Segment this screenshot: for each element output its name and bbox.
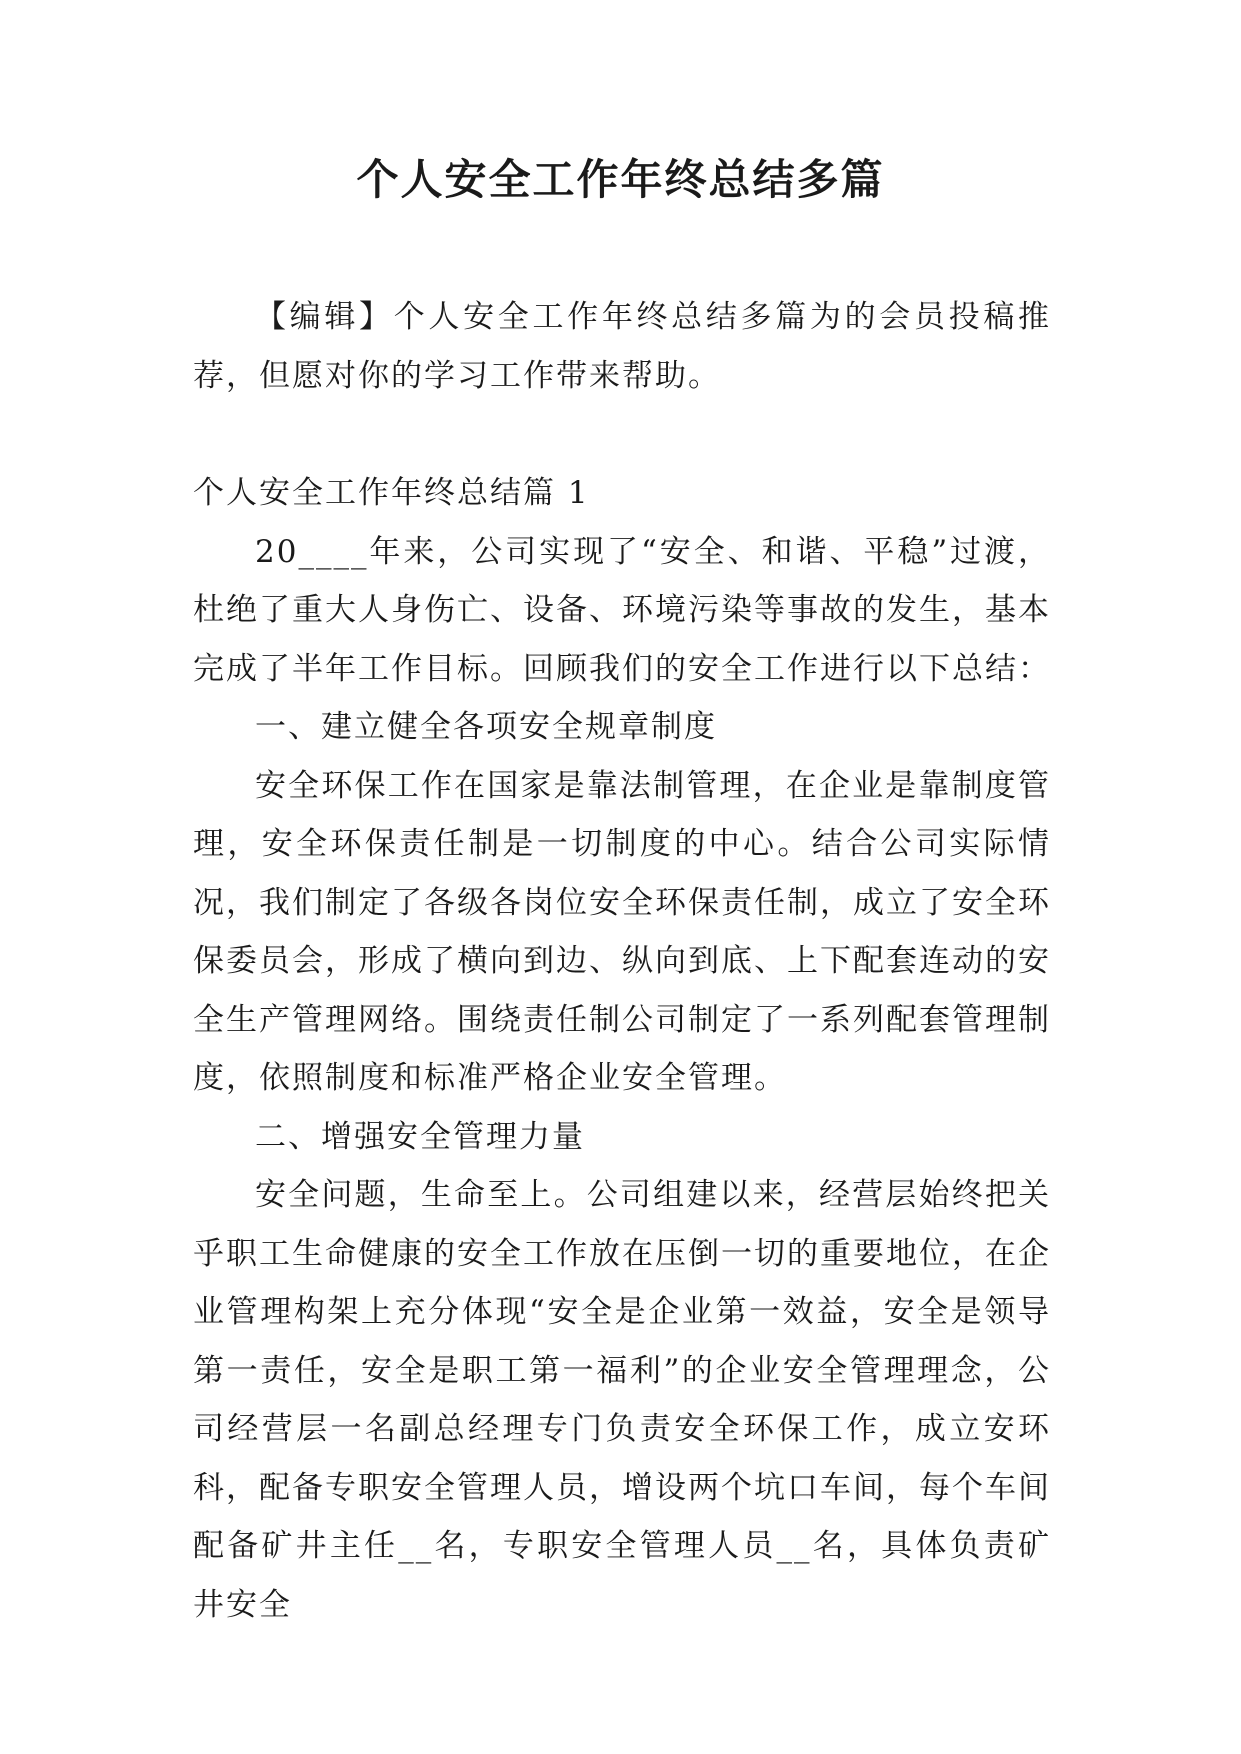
paragraph: 20____年来，公司实现了“安全、和谐、平稳”过渡，杜绝了重大人身伤亡、设备、环境污染等事故的发生，基本完成了半年工作目标。回顾我们的安全工作进行以下总结：: [193, 533, 1051, 687]
subheading: 二、增强安全管理力量: [255, 1118, 585, 1155]
paragraph: 安全问题，生命至上。公司组建以来，经营层始终把关乎职工生命健康的安全工作放在压倒一切的重要地位，在企业管理构架上充分体现“安全是企业第一效益，安全是领导第一责任，安全是职工第一福利”的企业安全管理理念，公司经营层一名副总经理专门负责安全环保工作，成立安环科，配备专职安全管理人员，增设两个坑口车间，每个车间配备矿井主任__名，专职安全管理人员__名，具体负责矿井安全: [193, 1177, 1051, 1623]
section-heading: 个人安全工作年终总结篇 1: [193, 475, 590, 511]
article-body: [193, 464, 1051, 1634]
intro-block: [193, 288, 1051, 405]
paragraph: 安全环保工作在国家是靠法制管理，在企业是靠制度管理，安全环保责任制是一切制度的中心。结合公司实际情况，我们制定了各级各岗位安全环保责任制，成立了安全环保委员会，形成了横向到边、纵向到底、上下配套连动的安全生产管理网络。围绕责任制公司制定了一系列配套管理制度，依照制度和标准严格企业安全管理。: [193, 767, 1051, 1096]
document-title: 个人安全工作年终总结多篇: [356, 155, 885, 204]
subheading: 一、建立健全各项安全规章制度: [255, 709, 717, 745]
intro-paragraph: 【编辑】个人安全工作年终总结多篇为的会员投稿推荐，但愿对你的学习工作带来帮助。: [193, 299, 1051, 394]
